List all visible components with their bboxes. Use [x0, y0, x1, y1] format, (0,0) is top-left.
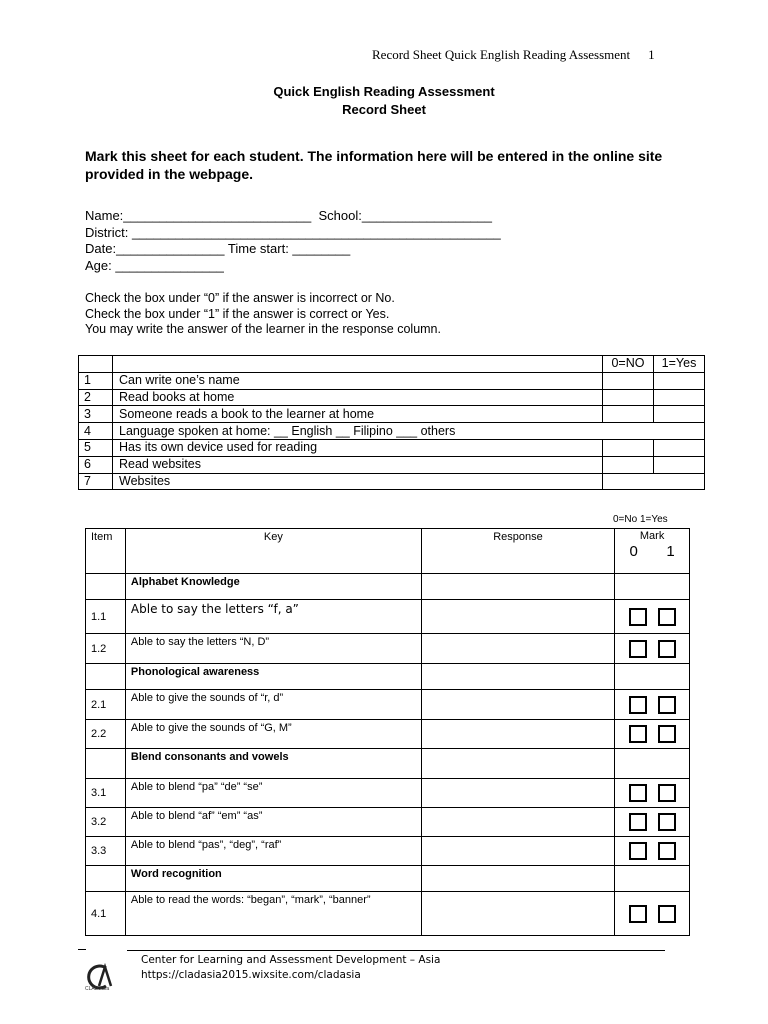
mark-header	[615, 529, 690, 574]
table-row	[79, 389, 705, 406]
note-0: Check the box under “0” if the answer is incorrect or No.	[85, 291, 395, 305]
name-school-field: Name:__________________________ School:__________________	[85, 208, 492, 223]
col-no: 0=NO	[603, 356, 654, 373]
checkbox-1[interactable]	[658, 608, 676, 626]
table-row	[79, 473, 705, 490]
profile-header-row	[79, 356, 705, 373]
mark-zero: 0	[629, 543, 638, 560]
row-number: 7	[79, 473, 113, 490]
checkbox-0[interactable]	[629, 608, 647, 626]
yes-cell[interactable]	[654, 406, 705, 423]
table-row	[79, 439, 705, 456]
table-row	[86, 808, 690, 837]
item-number: 1.2	[86, 634, 126, 664]
footer-org: Center for Learning and Assessment Development – Asia	[141, 954, 441, 966]
table-row	[86, 600, 690, 634]
row-text: Can write one’s name	[113, 372, 603, 389]
item-number: 1.1	[86, 600, 126, 634]
section-title: Phonological awareness	[125, 664, 421, 690]
section-row	[86, 749, 690, 779]
item-key: Able to blend “pas”, “deg”, “raf”	[125, 837, 421, 866]
section-title: Word recognition	[125, 866, 421, 892]
checkbox-1[interactable]	[658, 640, 676, 658]
yes-cell[interactable]	[654, 389, 705, 406]
footer-url[interactable]: https://cladasia2015.wixsite.com/cladasia	[141, 969, 361, 981]
yes-cell[interactable]	[654, 456, 705, 473]
mark-label: Mark	[639, 530, 665, 542]
item-key: Able to blend “pa” “de” “se”	[125, 779, 421, 808]
note-1: Check the box under “1” if the answer is correct or Yes.	[85, 306, 390, 321]
assessment-table	[85, 528, 690, 936]
checkbox-0[interactable]	[629, 842, 647, 860]
logo-text: CLAD Asia	[85, 986, 110, 992]
response-cell[interactable]	[421, 779, 614, 808]
table-row	[86, 837, 690, 866]
row-text: Websites	[113, 473, 603, 490]
checkbox-0[interactable]	[629, 905, 647, 923]
footer-text	[141, 953, 440, 983]
no-cell[interactable]	[603, 406, 654, 423]
item-key: Able to say the letters “f, a”	[125, 600, 421, 634]
key-header: Key	[125, 529, 421, 574]
response-cell[interactable]	[421, 837, 614, 866]
row-text: Has its own device used for reading	[113, 439, 603, 456]
item-key: Able to blend “af” “em” “as”	[125, 808, 421, 837]
assessment-header-row	[86, 529, 690, 574]
date-time-field: Date:_______________ Time start: ________	[85, 241, 351, 256]
row-text: Someone reads a book to the learner at home	[113, 406, 603, 423]
row-text: Language spoken at home: __ English __ Filipino ___ others	[113, 423, 705, 440]
checkbox-1[interactable]	[658, 813, 676, 831]
section-row	[86, 664, 690, 690]
item-number: 2.1	[86, 690, 126, 720]
item-number: 2.2	[86, 720, 126, 749]
table-row	[79, 456, 705, 473]
item-key: Able to say the letters “N, D”	[125, 634, 421, 664]
response-cell[interactable]	[421, 892, 614, 936]
checkbox-1[interactable]	[658, 842, 676, 860]
age-field: Age: _______________	[85, 257, 224, 273]
footer-divider	[127, 950, 665, 951]
item-number: 4.1	[86, 892, 126, 936]
row-number: 6	[79, 456, 113, 473]
response-cell[interactable]	[421, 600, 614, 634]
section-row	[86, 866, 690, 892]
table-row	[79, 423, 705, 440]
checkbox-1[interactable]	[658, 784, 676, 802]
item-key: Able to give the sounds of “r, d”	[125, 690, 421, 720]
response-cell[interactable]	[421, 690, 614, 720]
profile-table	[78, 355, 705, 490]
instructions: Mark this sheet for each student. The information here will be entered in the online site provided in the webpage.	[85, 148, 663, 182]
websites-cell[interactable]	[603, 473, 705, 490]
row-number: 5	[79, 439, 113, 456]
row-number: 3	[79, 406, 113, 423]
no-cell[interactable]	[603, 389, 654, 406]
response-cell[interactable]	[421, 720, 614, 749]
item-number: 3.1	[86, 779, 126, 808]
row-number: 4	[79, 423, 113, 440]
row-text: Read websites	[113, 456, 603, 473]
checkbox-1[interactable]	[658, 905, 676, 923]
running-title: Record Sheet Quick English Reading Assessment	[372, 47, 631, 62]
no-cell[interactable]	[603, 372, 654, 389]
row-number: 2	[79, 389, 113, 406]
table-row	[79, 372, 705, 389]
table-row	[86, 779, 690, 808]
response-cell[interactable]	[421, 808, 614, 837]
col-yes: 1=Yes	[654, 356, 705, 373]
response-header: Response	[421, 529, 614, 574]
district-field: District: ___________________________________________________	[85, 224, 501, 240]
running-header	[372, 47, 655, 63]
checkbox-0[interactable]	[629, 725, 647, 743]
section-title: Alphabet Knowledge	[125, 574, 421, 600]
document-subtitle: Record Sheet	[342, 102, 426, 117]
yes-cell[interactable]	[654, 439, 705, 456]
checkbox-1[interactable]	[658, 725, 676, 743]
table-row	[86, 690, 690, 720]
table-row	[86, 634, 690, 664]
mark-legend: 0=No 1=Yes	[613, 514, 668, 525]
table-row	[79, 406, 705, 423]
table-row	[86, 892, 690, 936]
table-row	[86, 720, 690, 749]
checkbox-0[interactable]	[629, 640, 647, 658]
section-row	[86, 574, 690, 600]
section-title: Blend consonants and vowels	[125, 749, 421, 779]
row-text: Read books at home	[113, 389, 603, 406]
response-cell[interactable]	[421, 634, 614, 664]
item-header: Item	[86, 529, 126, 574]
note-2: You may write the answer of the learner in the response column.	[85, 322, 441, 336]
row-number: 1	[79, 372, 113, 389]
mark-one: 1	[666, 543, 675, 560]
page-number: 1	[648, 47, 655, 62]
checkbox-0[interactable]	[629, 784, 647, 802]
checkbox-0[interactable]	[629, 696, 647, 714]
checkbox-1[interactable]	[658, 696, 676, 714]
footer-dash	[78, 949, 86, 950]
yes-cell[interactable]	[654, 372, 705, 389]
no-cell[interactable]	[603, 439, 654, 456]
item-number: 3.3	[86, 837, 126, 866]
checkbox-0[interactable]	[629, 813, 647, 831]
item-key: Able to read the words: “began”, “mark”, “banner”	[125, 892, 421, 936]
document-title: Quick English Reading Assessment	[273, 84, 495, 99]
item-number: 3.2	[86, 808, 126, 837]
no-cell[interactable]	[603, 456, 654, 473]
item-key: Able to give the sounds of “G, M”	[125, 720, 421, 749]
